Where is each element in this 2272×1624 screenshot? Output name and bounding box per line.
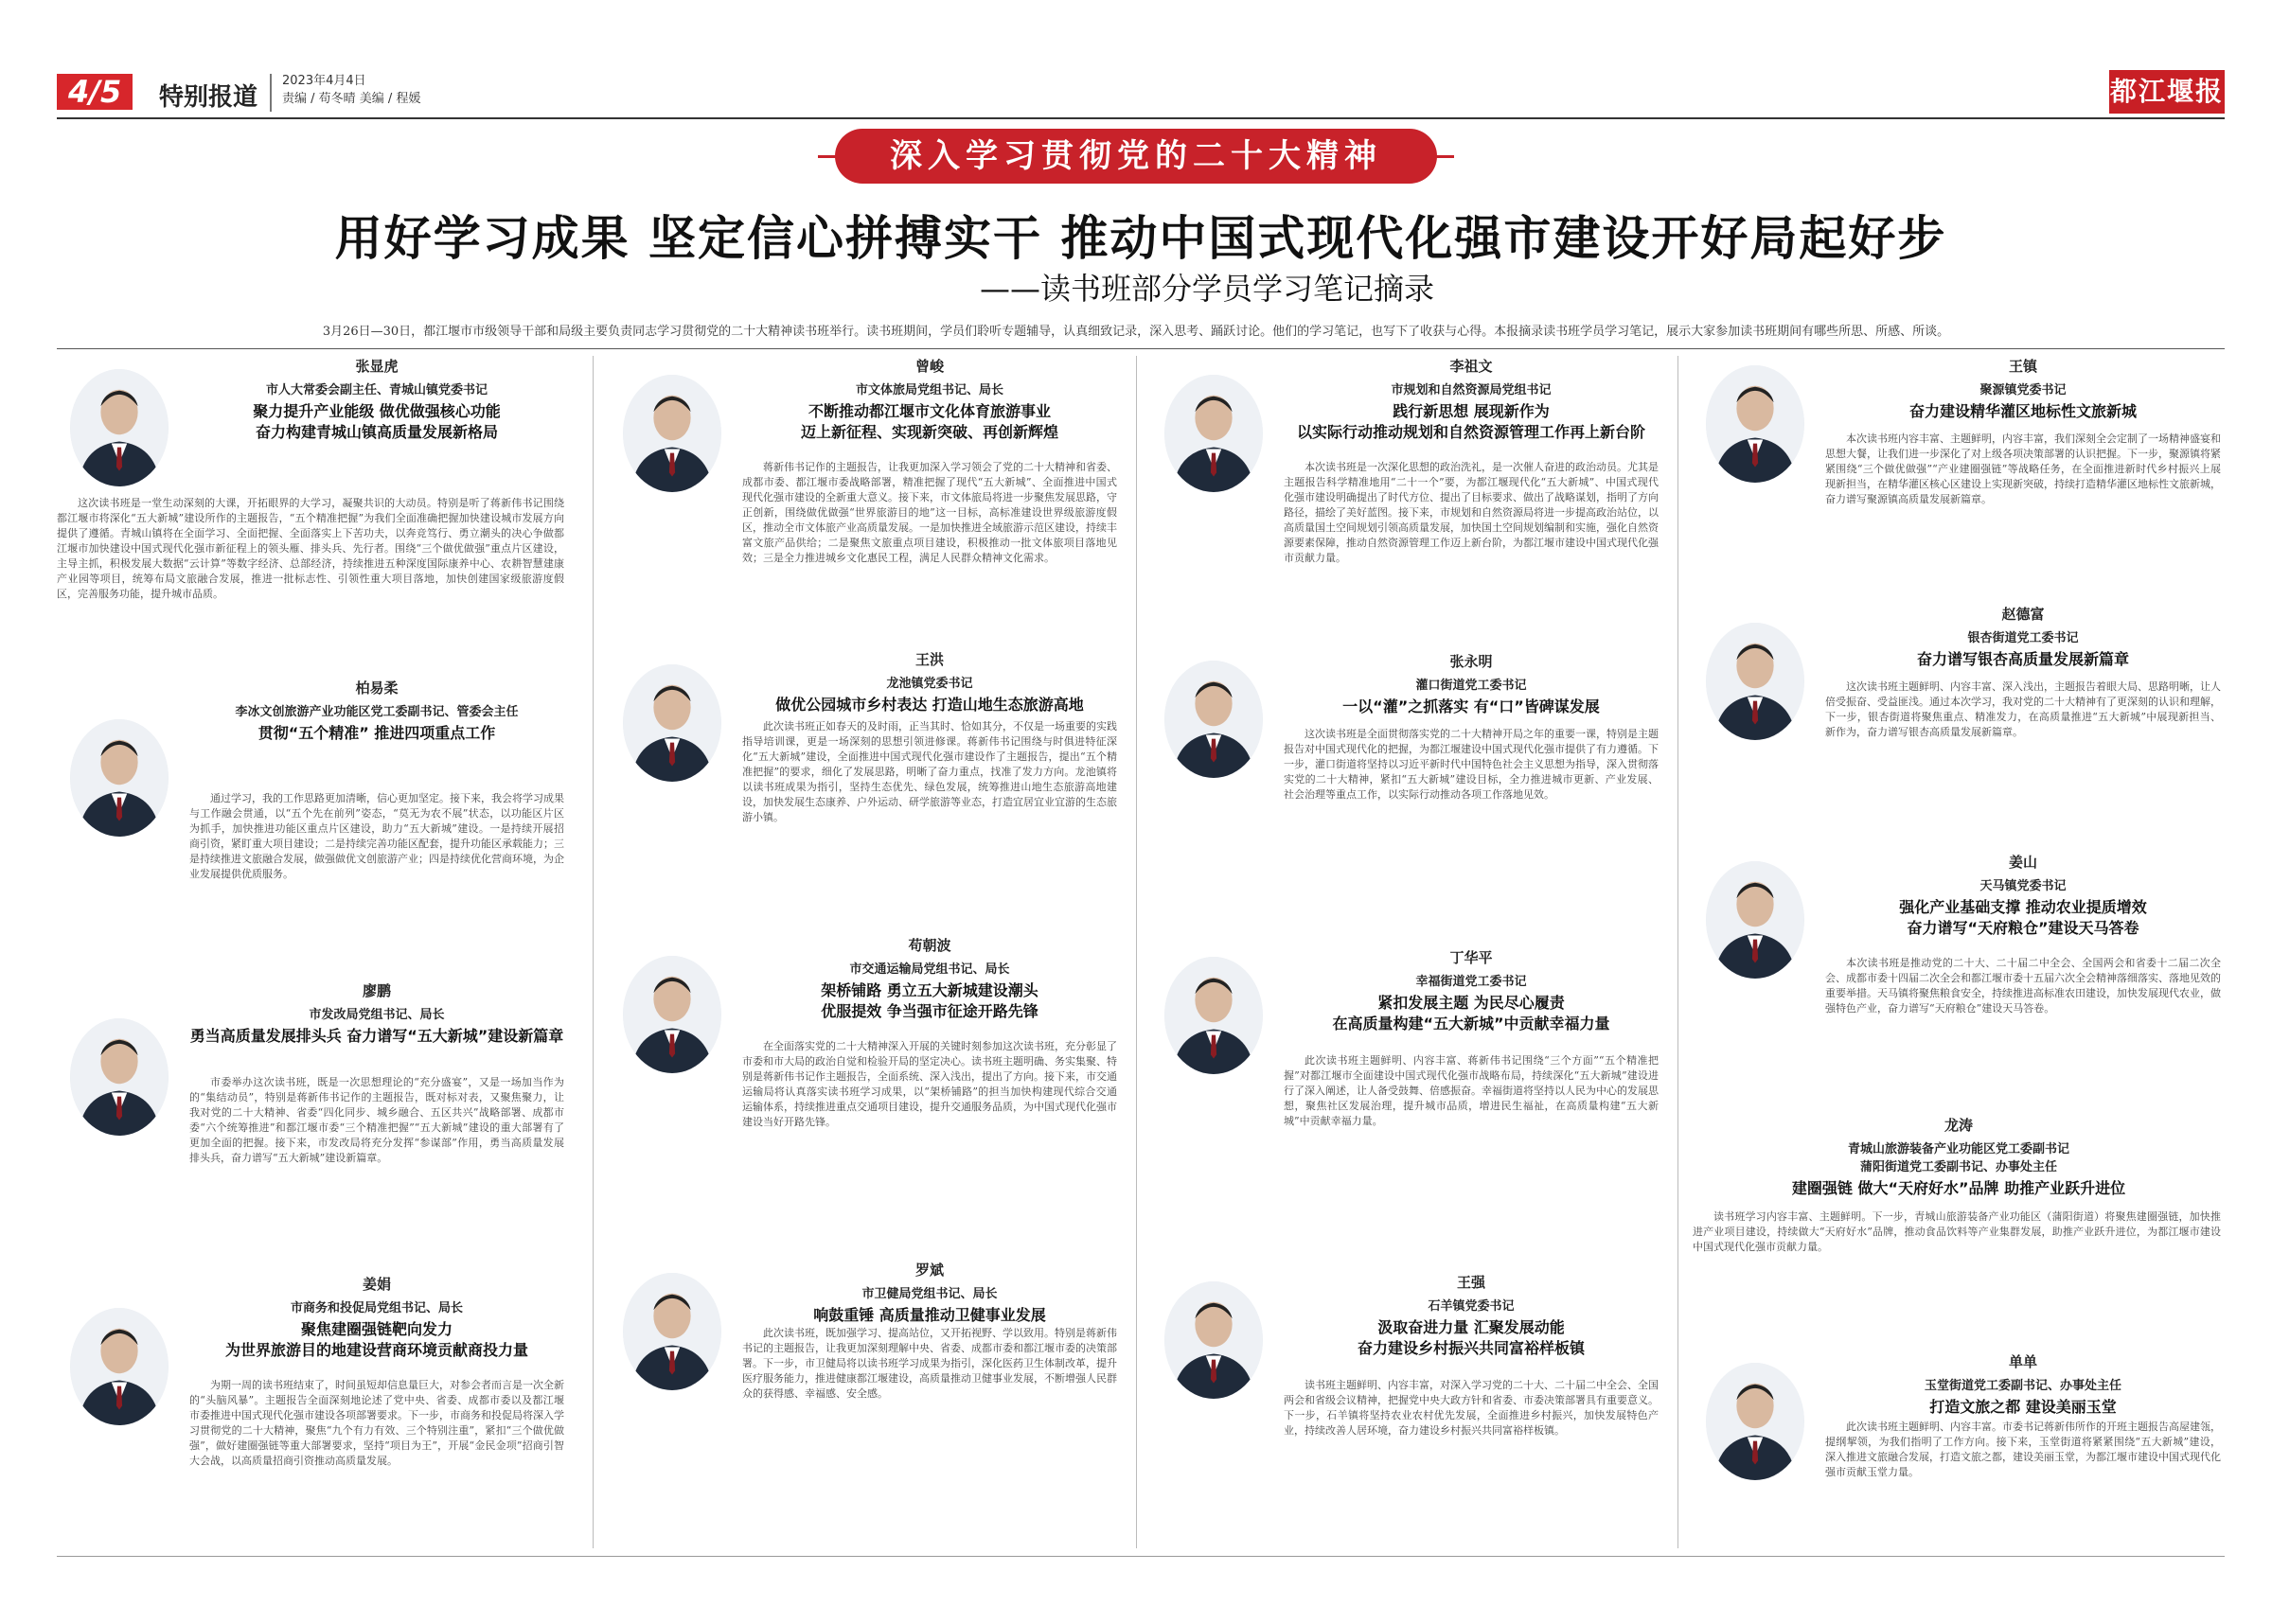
portrait-photo xyxy=(70,369,169,486)
article-title: 贯彻“五个精准” 推进四项重点工作 xyxy=(257,724,496,742)
article-body: 此次读书班主题鲜明、内容丰富、蒋新伟书记围绕“三个方面”“五个精准把握”对都江堰市全面建设中国式现代化强市战略布局，持续深化“五大新城”建设进行了深入阐述，让人备受鼓舞、倍感振奋。幸福街道将坚持以人民为中心的发展思想，聚焦社区发展治理，提升城市品质，增进民生福祉，在高质量构建“五大新城”中贡献幸福力量。 xyxy=(1284,1054,1659,1127)
article-title: 奋力谱写银杏高质量发展新篇章 xyxy=(1916,650,2129,668)
portrait-photo xyxy=(623,956,721,1073)
article-body: 在全面落实党的二十大精神深入开展的关键时刻参加这次读书班，充分彰显了市委和市大局的政治自觉和检验开局的坚定决心。读书班主题明确、务实集聚、特别是蒋新伟书记作主题报告，全面系统、深入浅出，提出了方向。接下来，市交通运输局将认真落实读书班学习成果，以“架桥铺路”的担当加快构建现代综合交通运输体系，持续推进重点交通项目建设，提升交通服务品质，为中国式现代化强市建设当好开路先锋。 xyxy=(742,1040,1117,1128)
column-1 xyxy=(57,356,568,1548)
article-title: 强化产业基础支撑 推动农业提质增效 奋力谱写“天府粮仓”建设天马答卷 xyxy=(1899,898,2147,937)
author-role: 灌口街道党工委书记 xyxy=(1415,679,1527,693)
author-name: 王强 xyxy=(1456,1274,1485,1291)
author-role: 市人大常委会副主任、青城山镇党委书记 xyxy=(265,383,488,397)
article-card xyxy=(1693,852,2225,1107)
article-title: 汲取奋进力量 汇聚发展动能 奋力建设乡村振兴共同富裕样板镇 xyxy=(1357,1318,1585,1357)
article-body: 本次读书班内容丰富、主题鲜明，内容丰富，我们深刻全会定制了一场精神盛宴和思想大餐，让我们进一步深化了对上级各项决策部署的认识把握。下一步，聚源镇将紧紧围绕“三个做优做强”“产业建圈强链”等战略任务，在全面推进新时代乡村振兴上展现新担当，在精华灌区核心区建设上实现新突破，持续打造精华灌区地标性文旅新城，奋力谱写聚源镇高质量发展新篇章。 xyxy=(1825,432,2221,505)
article-body: 读书班学习内容丰富、主题鲜明。下一步，青城山旅游装备产业功能区（蒲阳街道）将聚焦建圈强链，加快推进产业项目建设，持续做大“天府好水”品牌，推动食品饮料等产业集群发展，助推产业跃升进位，为都江堰市建设中国式现代化强市贡献力量。 xyxy=(1693,1210,2221,1253)
author-name: 王洪 xyxy=(914,651,944,668)
article-body: 市委举办这次读书班，既是一次思想理论的“充分盛宴”，又是一场加当作为的“集结动员”，特别是蒋新伟书记作的主题报告，既对标对表，又聚焦聚力，让我对党的二十大精神、省委“四化同步、城乡融合、五区共兴”战略部署、成都市委“六个统筹推进”和都江堰市委“三个精准把握”“五大新城”建设的重大部署有了更加全面的把握。接下来，市发改局将充分发挥“参谋部”作用，勇当高质量发展排头兵，奋力谱写“五大新城”建设新篇章。 xyxy=(189,1076,564,1164)
article-body: 这次读书班主题鲜明、内容丰富、深入浅出，主题报告着眼大局、思路明晰，让人倍受振奋、受益匪浅。通过本次学习，我对党的二十大精神有了更深刻的认识和理解，下一步，银杏街道将聚焦重点、精准发力，在高质量推进“五大新城”中展现新担当、新作为，奋力谱写银杏高质量发展新篇章。 xyxy=(1825,680,2221,738)
portrait-photo xyxy=(70,1018,169,1136)
author-role: 天马镇党委书记 xyxy=(1979,879,2067,893)
sub-headline: ——读书班部分学员学习笔记摘录 xyxy=(979,271,1434,307)
author-name: 廖鹏 xyxy=(362,982,391,999)
portrait-figure xyxy=(1164,375,1263,492)
portrait-photo xyxy=(1706,365,1804,483)
author-role: 青城山旅游装备产业功能区党工委副书记 蒲阳街道党工委副书记、办事处主任 xyxy=(1847,1142,2069,1174)
article-body: 本次读书班是一次深化思想的政治洗礼，是一次催人奋进的政治动员。尤其是主题报告科学精准地用“二十一个”要，为都江堰现代化“五大新城”、中国式现代化强市建设明确提出了时代方位、提出了目标要求、做出了战略谋划，指明了方向路径，描绘了美好蓝图。接下来，市规划和自然资源局将进一步提高政治站位，以高质量国土空间规划引领高质量发展，加快国土空间规划编制和实施，强化自然资源要素保障，推动自然资源管理工作迈上新台阶，为都江堰市建设中国式现代化强市贡献力量。 xyxy=(1284,461,1659,564)
article-card xyxy=(57,980,568,1264)
article-body: 读书班主题鲜明、内容丰富，对深入学习党的二十大、二十届二中全会、全国两会和省级会议精神，把握党中央大政方针和省委、市委决策部署具有重要意义。下一步，石羊镇将坚持农业农村优先发展，全面推进乡村振兴，加快发展特色产业，持续改善人居环境，奋力建设乡村振兴共同富裕样板镇。 xyxy=(1284,1379,1659,1437)
portrait-figure xyxy=(1164,957,1263,1074)
portrait-photo xyxy=(623,1273,721,1390)
author-role: 石羊镇党委书记 xyxy=(1428,1299,1515,1314)
page-header xyxy=(57,66,2225,119)
article-card xyxy=(1693,356,2225,598)
author-name: 姜娟 xyxy=(362,1276,391,1293)
author-name: 张显虎 xyxy=(355,358,399,375)
author-name: 王镇 xyxy=(2008,358,2037,375)
portrait-figure xyxy=(1164,1281,1263,1399)
banner-wing-left xyxy=(818,155,837,158)
author-role: 李冰文创旅游产业功能区党工委副书记、管委会主任 xyxy=(235,705,519,719)
editor-credit xyxy=(282,90,420,108)
article-body: 通过学习，我的工作思路更加清晰，信心更加坚定。接下来，我会将学习成果与工作融会贯通，以“五个先在前列”姿态，“莫无为农不展”状态，以功能区片区为抓手，加快推进功能区重点片区建设，助力“五大新城”建设。一是持续开展招商引资，紧盯重大项目建设；二是持续完善功能区配套，提升功能区承载能力；三是持续推进文旅融合发展，做强做优文创旅游产业；四是持续优化营商环境，为企业发展提供优质服务。 xyxy=(189,792,564,880)
article-body: 此次读书班，既加强学习、提高站位，又开拓视野、学以致用。特别是蒋新伟书记的主题报告，让我更加深刻理解中央、省委、成都市委和都江堰市委的决策部署。下一步，市卫健局将以读书班学习成果为指引，深化医药卫生体制改革，提升医疗服务能力，推进健康都江堰建设，高质量推动卫健事业发展，不断增强人民群众的获得感、幸福感、安全感。 xyxy=(742,1327,1117,1400)
article-card xyxy=(1151,947,1662,1260)
author-name: 柏易柔 xyxy=(355,680,399,697)
portrait-photo xyxy=(1164,1281,1263,1399)
portrait-figure xyxy=(623,956,721,1073)
portrait-figure xyxy=(1164,661,1263,778)
article-title: 一以“灌”之抓落实 有“口”皆碑谋发展 xyxy=(1342,697,1600,715)
article-title: 架桥铺路 勇立五大新城建设潮头 优服提效 争当强市征途开路先锋 xyxy=(821,981,1038,1020)
article-title: 勇当高质量发展排头兵 奋力谱写“五大新城”建设新篇章 xyxy=(189,1027,564,1045)
column-4 xyxy=(1693,356,2225,1548)
article-card xyxy=(57,678,568,971)
column-2 xyxy=(610,356,1121,1548)
portrait-figure xyxy=(623,1273,721,1390)
portrait-figure xyxy=(623,375,721,492)
author-role: 银杏街道党工委书记 xyxy=(1967,631,2079,645)
theme-banner xyxy=(818,129,1454,184)
portrait-photo xyxy=(1706,623,1804,740)
header-divider xyxy=(270,74,272,112)
main-headline: 用好学习成果 坚定信心拼搏实干 推动中国式现代化强市建设开好局起好步 xyxy=(334,211,1947,266)
portrait-photo xyxy=(623,664,721,782)
author-role: 市卫健局党组书记、局长 xyxy=(861,1287,998,1301)
column-separator xyxy=(1136,356,1137,1548)
article-title: 紧扣发展主题 为民尽心履责 在高质量构建“五大新城”中贡献幸福力量 xyxy=(1332,994,1610,1033)
author-name: 赵德富 xyxy=(2001,606,2045,623)
editor: 责编 / 苟冬晴 xyxy=(282,92,356,106)
article-title: 聚力提升产业能级 做优做强核心功能 奋力构建青城山镇高质量发展新格局 xyxy=(253,402,501,441)
portrait-photo xyxy=(1706,1363,1804,1480)
author-name: 张永明 xyxy=(1449,653,1493,670)
portrait-photo xyxy=(1164,661,1263,778)
portrait-photo xyxy=(1164,957,1263,1074)
author-role: 聚源镇党委书记 xyxy=(1979,383,2067,397)
author-name: 龙涛 xyxy=(1944,1117,1973,1134)
article-body: 蒋新伟书记作的主题报告，让我更加深入学习领会了党的二十大精神和省委、成都市委、都江堰市委战略部署，精准把握了现代“五大新城”、全面推进中国式现代化强市建设的全新重大意义。接下来，市文体旅局将进一步聚焦发展思路，守正创新，围绕做优做强“世界旅游目的地”这一目标，高标准建设世界级旅游度假区，推动全市文体旅产业高质量发展。一是加快推进全域旅游示范区建设，持续丰富文旅产品供给；二是聚焦文旅重点项目建设，积极推动一批文体旅项目落地见效；三是全力推进城乡文化惠民工程，满足人民群众精神文化需求。 xyxy=(742,461,1117,564)
author-role: 市发改局党组书记、局长 xyxy=(309,1008,445,1022)
portrait-photo xyxy=(623,375,721,492)
footer-rule xyxy=(57,1556,2225,1557)
author-role: 市交通运输局党组书记、局长 xyxy=(849,962,1010,977)
portrait-photo xyxy=(1706,861,1804,979)
article-title: 做优公园城市乡村表达 打造山地生态旅游高地 xyxy=(775,696,1084,714)
article-card xyxy=(1151,651,1662,935)
article-card xyxy=(610,935,1121,1247)
header-meta xyxy=(282,72,420,108)
intro-paragraph: 3月26日—30日，都江堰市市级领导干部和局级主要负责同志学习贯彻党的二十大精神读书班举行。读书班期间，学员们聆听专题辅导，认真细致记录，深入思考、踊跃讨论。他们的学习笔记，也写下了收获与心得。本报摘录读书班学员学习笔记，展示大家参加读书班期间有哪些所思、所感、所谈。 xyxy=(322,325,1950,339)
article-card xyxy=(1693,1115,2225,1342)
author-role: 市规划和自然资源局党组书记 xyxy=(1391,383,1552,397)
article-card xyxy=(1693,604,2225,840)
author-name: 苟朝波 xyxy=(908,937,951,954)
article-card xyxy=(57,1274,568,1548)
article-card xyxy=(1693,1351,2225,1550)
page-number: 4/5 xyxy=(57,74,133,110)
article-title: 响鼓重锤 高质量推动卫健事业发展 xyxy=(813,1306,1046,1324)
portrait-figure xyxy=(1706,861,1804,979)
article-title: 建圈强链 做大“天府好水”品牌 助推产业跃升进位 xyxy=(1791,1179,2126,1197)
author-role: 市文体旅局党组书记、局长 xyxy=(855,383,1003,397)
article-title: 打造文旅之都 建设美丽玉堂 xyxy=(1929,1398,2117,1416)
article-body: 此次读书班主题鲜明、内容丰富。市委书记蒋新伟所作的开班主题报告高屋建瓴，提纲挈领，为我们指明了工作方向。接下来，玉堂街道将紧紧围绕“五大新城”建设，深入推进文旅融合发展，打造文旅之都，建设美丽玉堂，为都江堰市建设中国式现代化强市贡献玉堂力量。 xyxy=(1825,1421,2221,1478)
article-title: 践行新思想 展现新作为 以实际行动推动规划和自然资源管理工作再上新台阶 xyxy=(1296,402,1645,441)
banner-text: 深入学习贯彻党的二十大精神 xyxy=(890,137,1382,175)
portrait-figure xyxy=(623,664,721,782)
portrait-figure xyxy=(1706,1363,1804,1480)
author-name: 姜山 xyxy=(2008,854,2037,871)
article-card xyxy=(1151,1272,1662,1546)
portrait-figure xyxy=(70,719,169,837)
article-title: 不断推动都江堰市文化体育旅游事业 迈上新征程、实现新突破、再创新辉煌 xyxy=(800,402,1058,441)
author-name: 单单 xyxy=(2008,1353,2037,1370)
portrait-figure xyxy=(70,1308,169,1425)
article-card xyxy=(610,1260,1121,1544)
portrait-figure xyxy=(1706,365,1804,483)
article-body: 本次读书班是推动党的二十大、二十届二中全会、全国两会和省委十二届二次全会、成都市委十四届二次全会和都江堰市委十五届六次全会精神落细落实、落地见效的重要举措。天马镇将聚焦粮食安全，持续推进高标准农田建设，加快发展现代农业，做强特色产业，奋力谱写“天府粮仓”建设天马答卷。 xyxy=(1825,957,2221,1015)
section-name: 特别报道 xyxy=(159,83,258,112)
intro-rule xyxy=(57,348,2225,349)
author-role: 玉堂街道党工委副书记、办事处主任 xyxy=(1924,1379,2121,1393)
banner-wing-right xyxy=(1435,155,1454,158)
author-role: 市商务和投促局党组书记、局长 xyxy=(290,1301,463,1315)
portrait-photo xyxy=(70,1308,169,1425)
portrait-figure xyxy=(70,369,169,486)
portrait-photo xyxy=(1164,375,1263,492)
header-rule xyxy=(57,117,2225,119)
article-card xyxy=(610,356,1121,640)
designer: 美编 / 程媛 xyxy=(359,92,421,106)
article-card xyxy=(57,356,568,668)
author-role: 幸福街道党工委书记 xyxy=(1415,975,1527,989)
article-body: 为期一周的读书班结束了，时间虽短却信息量巨大，对参会者而言是一次全新的“头脑风暴”。主题报告全面深刻地论述了党中央、省委、成都市委以及都江堰市委推进中国式现代化强市建设各项部署要求。下一步，市商务和投促局将深入学习贯彻党的二十大精神，聚焦“九个有力有效、三个特别注重”，紧扣“三个做优做强”，做好建圈强链等重大部署要求，坚持“项目为王”，开展“金民金项”招商引智大会战，以高质量招商引资推动高质量发展。 xyxy=(189,1379,564,1467)
author-name: 丁华平 xyxy=(1449,949,1493,966)
article-body: 这次读书班是全面贯彻落实党的二十大精神开局之年的重要一课，特别是主题报告对中国式现代化的把握，为都江堰建设中国式现代化强市提供了有力遵循。下一步，灌口街道将坚持以习近平新时代中国特色社会主义思想为指导，深入贯彻落实党的二十大精神，紧扣“五大新城”建设目标，全力推进城市更新、产业发展、社会治理等重点工作，以实际行动推动各项工作落地见效。 xyxy=(1284,728,1659,801)
author-name: 罗斌 xyxy=(914,1262,944,1279)
article-body: 此次读书班正如春天的及时雨，正当其时、恰如其分，不仅是一场重要的实践指导培训课，更是一场深刻的思想引领进修课。蒋新伟书记围绕与时俱进特征深化“五大新城”建设，全面推进中国式现代化强市建设作了主题报告，提出“五个精准把握”的要求，细化了发展思路，明晰了奋力重点，找准了发力方向。龙池镇将以读书班成果为指引，坚持生态优先、绿色发展，统筹推进山地生态旅游高地建设，加快发展生态康养、户外运动、研学旅游等业态，打造宜居宜业宜游的生态旅游小镇。 xyxy=(742,720,1117,823)
author-name: 李祖文 xyxy=(1449,358,1493,375)
article-title: 聚焦建圈强链靶向发力 为世界旅游目的地建设营商环境贡献商投力量 xyxy=(224,1320,528,1359)
portrait-photo xyxy=(70,719,169,837)
portrait-figure xyxy=(70,1018,169,1136)
article-title: 奋力建设精华灌区地标性文旅新城 xyxy=(1908,402,2137,420)
article-body: 这次读书班是一堂生动深刻的大课，开拓眼界的大学习，凝聚共识的大动员。特别是听了蒋新伟书记围绕都江堰市将深化“五大新城”建设所作的主题报告，“五个精准把握”为我们全面准确把握加快建设城市发展方向提供了遵循。青城山镇将在全面学习、全面把握、全面落实上下苦功夫，以奔竞笃行、勇立潮头的决心争做都江堰市加快建设中国式现代化强市新征程上的领头雁、排头兵、先行者。围绕“三个做优做强”重点片区建设，主导主抓，积极发展大数据“云计算”等数字经济、总部经济，持续推进五种深度国际康养中心、农耕智慧建康产业园等项目，统筹布局文旅融合发展，推进一批标志性、引领性重大项目落地，加快创建国家级旅游度假区，完善服务功能，提升城市品质。 xyxy=(57,497,564,600)
column-separator xyxy=(1677,356,1678,1548)
column-3 xyxy=(1151,356,1662,1548)
issue-date: 2023年4月4日 xyxy=(282,74,366,88)
portrait-figure xyxy=(1706,623,1804,740)
article-card xyxy=(610,649,1121,924)
newspaper-logo: 都江堰报 xyxy=(2109,70,2225,114)
column-separator xyxy=(593,356,594,1548)
author-role: 龙池镇党委书记 xyxy=(886,677,973,691)
author-name: 曾峻 xyxy=(914,358,944,375)
article-card xyxy=(1151,356,1662,640)
